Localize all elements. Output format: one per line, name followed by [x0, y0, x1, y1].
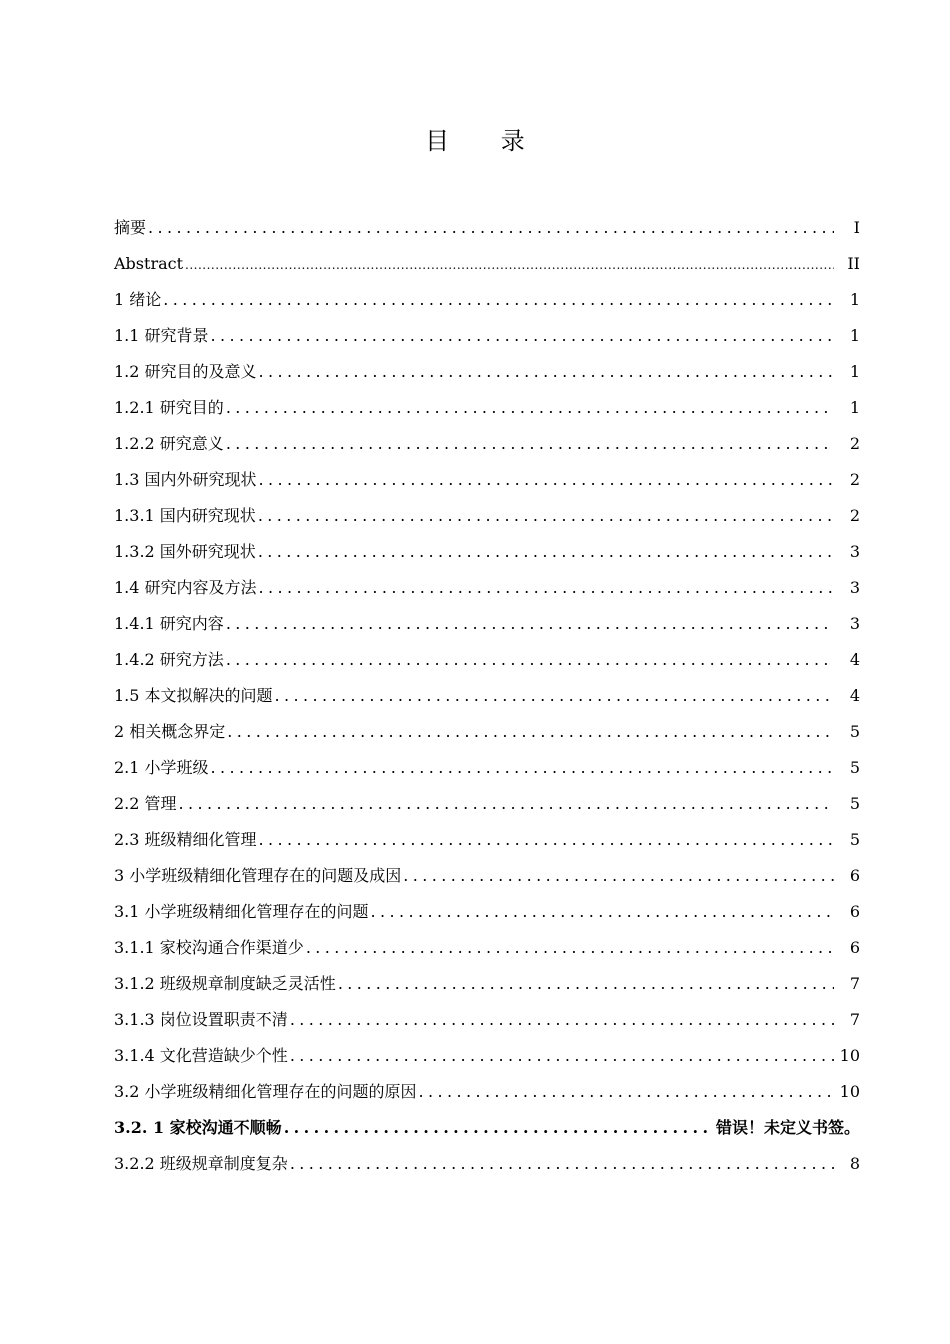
toc-entry-label: 1.3.2 国外研究现状: [114, 542, 256, 561]
toc-entry[interactable]: [114, 570, 860, 606]
toc-entry-page: 8: [849, 1154, 860, 1173]
toc-title: 目 录: [425, 127, 547, 155]
toc-entry-page: 3: [849, 614, 860, 633]
toc-entry-page: 4: [849, 686, 860, 705]
toc-entry-label: Abstract: [114, 254, 184, 273]
toc-entry-label: 2.2 管理: [114, 794, 177, 813]
dot-leader: [211, 318, 834, 354]
toc-entry-page: 5: [849, 758, 860, 777]
toc-entry[interactable]: [114, 966, 860, 1002]
dot-leader: [211, 750, 834, 786]
dot-leader: [258, 498, 834, 534]
toc-entry-page: 1: [849, 326, 860, 345]
toc-entry-page: I: [853, 218, 860, 237]
dot-leader: [290, 1002, 834, 1038]
toc-entry-label: 1 绪论: [114, 290, 162, 309]
dot-leader: [226, 426, 834, 462]
dot-leader: [227, 714, 834, 750]
toc-entry[interactable]: [114, 894, 860, 930]
dot-leader: [258, 534, 834, 570]
dot-leader: [259, 354, 834, 390]
dot-leader: [259, 570, 834, 606]
toc-entry-page: 4: [849, 650, 860, 669]
toc-entry[interactable]: [114, 354, 860, 390]
toc-entry-page: 5: [849, 722, 860, 741]
toc-entry[interactable]: [114, 426, 860, 462]
dot-leader: [226, 606, 834, 642]
toc-entry[interactable]: [114, 822, 860, 858]
toc-entry[interactable]: [114, 714, 860, 750]
toc-entry-page: 5: [849, 830, 860, 849]
toc-entry[interactable]: [114, 1146, 860, 1182]
toc-entry-label: 1.2 研究目的及意义: [114, 362, 257, 381]
toc-entry-label: 3.1 小学班级精细化管理存在的问题: [114, 902, 369, 921]
dot-leader: [403, 858, 834, 894]
toc-entry-page: 1: [849, 290, 860, 309]
toc-entry-page: 6: [849, 866, 860, 885]
dot-leader: [148, 210, 834, 246]
toc-entry[interactable]: [114, 786, 860, 822]
toc-entry-label: 2.1 小学班级: [114, 758, 209, 777]
dot-leader: [179, 786, 834, 822]
toc-entry[interactable]: [114, 1038, 860, 1074]
toc-entry-label: 3.1.1 家校沟通合作渠道少: [114, 938, 304, 957]
toc-entry[interactable]: [114, 318, 860, 354]
toc-entry[interactable]: [114, 930, 860, 966]
toc-entry[interactable]: [114, 462, 860, 498]
dot-leader: [290, 1146, 834, 1182]
toc-entry-page: 7: [849, 1010, 860, 1029]
toc-entry[interactable]: [114, 246, 860, 282]
toc-entry-label: 1.3 国内外研究现状: [114, 470, 257, 489]
dot-leader: [259, 462, 834, 498]
toc-entry-label: 2 相关概念界定: [114, 722, 226, 741]
dot-leader: [371, 894, 834, 930]
dot-leader: [338, 966, 834, 1002]
toc-entry-label: 3.1.2 班级规章制度缺乏灵活性: [114, 974, 336, 993]
toc-entry-page: 7: [849, 974, 860, 993]
toc-entry[interactable]: [114, 1110, 860, 1146]
toc-entry-label: 3 小学班级精细化管理存在的问题及成因: [114, 866, 402, 885]
toc-entry[interactable]: [114, 210, 860, 246]
toc-entry-label: 1.1 研究背景: [114, 326, 209, 345]
toc-entry-page: 10: [839, 1082, 860, 1101]
toc-entry[interactable]: [114, 534, 860, 570]
toc-entry-label: 2.3 班级精细化管理: [114, 830, 257, 849]
toc-entry[interactable]: [114, 858, 860, 894]
dot-leader: [290, 1038, 834, 1074]
toc-entry-label: 1.2.2 研究意义: [114, 434, 224, 453]
toc-list: [114, 210, 860, 1182]
toc-entry-label: 摘要: [114, 218, 147, 237]
toc-entry-page: 2: [849, 506, 860, 525]
toc-entry-page: 2: [849, 434, 860, 453]
toc-entry-label: 1.5 本文拟解决的问题: [114, 686, 273, 705]
toc-entry-page: 2: [849, 470, 860, 489]
toc-entry-page: 6: [849, 938, 860, 957]
dot-leader: [275, 678, 834, 714]
toc-entry-label: 1.2.1 研究目的: [114, 398, 224, 417]
toc-entry-page: 1: [849, 398, 860, 417]
toc-entry-label: 1.3.1 国内研究现状: [114, 506, 256, 525]
toc-entry-label: 3.2. 1 家校沟通不顺畅: [114, 1118, 282, 1137]
toc-entry-page: 错误！未定义书签。: [715, 1118, 860, 1137]
dot-leader: [419, 1074, 834, 1110]
toc-entry-page: 10: [839, 1046, 860, 1065]
dot-leader: [163, 282, 834, 318]
dot-leader: [306, 930, 834, 966]
toc-entry-label: 3.1.3 岗位设置职责不清: [114, 1010, 288, 1029]
toc-entry-page: 3: [849, 578, 860, 597]
toc-entry-label: 3.2.2 班级规章制度复杂: [114, 1154, 288, 1173]
dot-leader: [259, 822, 834, 858]
toc-entry[interactable]: [114, 282, 860, 318]
dot-leader: [226, 642, 834, 678]
dot-leader: [284, 1110, 712, 1146]
toc-entry[interactable]: [114, 1002, 860, 1038]
toc-entry[interactable]: [114, 678, 860, 714]
toc-entry-page: II: [847, 254, 860, 273]
toc-entry-label: 1.4.1 研究内容: [114, 614, 224, 633]
dot-leader: [185, 247, 834, 283]
toc-entry-label: 3.1.4 文化营造缺少个性: [114, 1046, 288, 1065]
toc-entry-page: 1: [849, 362, 860, 381]
toc-entry-label: 3.2 小学班级精细化管理存在的问题的原因: [114, 1082, 417, 1101]
toc-entry[interactable]: [114, 498, 860, 534]
toc-entry[interactable]: [114, 642, 860, 678]
toc-entry-label: 1.4 研究内容及方法: [114, 578, 257, 597]
toc-entry-page: 6: [849, 902, 860, 921]
toc-entry[interactable]: [114, 1074, 860, 1110]
toc-entry[interactable]: [114, 606, 860, 642]
toc-entry[interactable]: [114, 390, 860, 426]
toc-entry-page: 5: [849, 794, 860, 813]
toc-entry-page: 3: [849, 542, 860, 561]
toc-entry-label: 1.4.2 研究方法: [114, 650, 224, 669]
dot-leader: [226, 390, 834, 426]
toc-entry[interactable]: [114, 750, 860, 786]
